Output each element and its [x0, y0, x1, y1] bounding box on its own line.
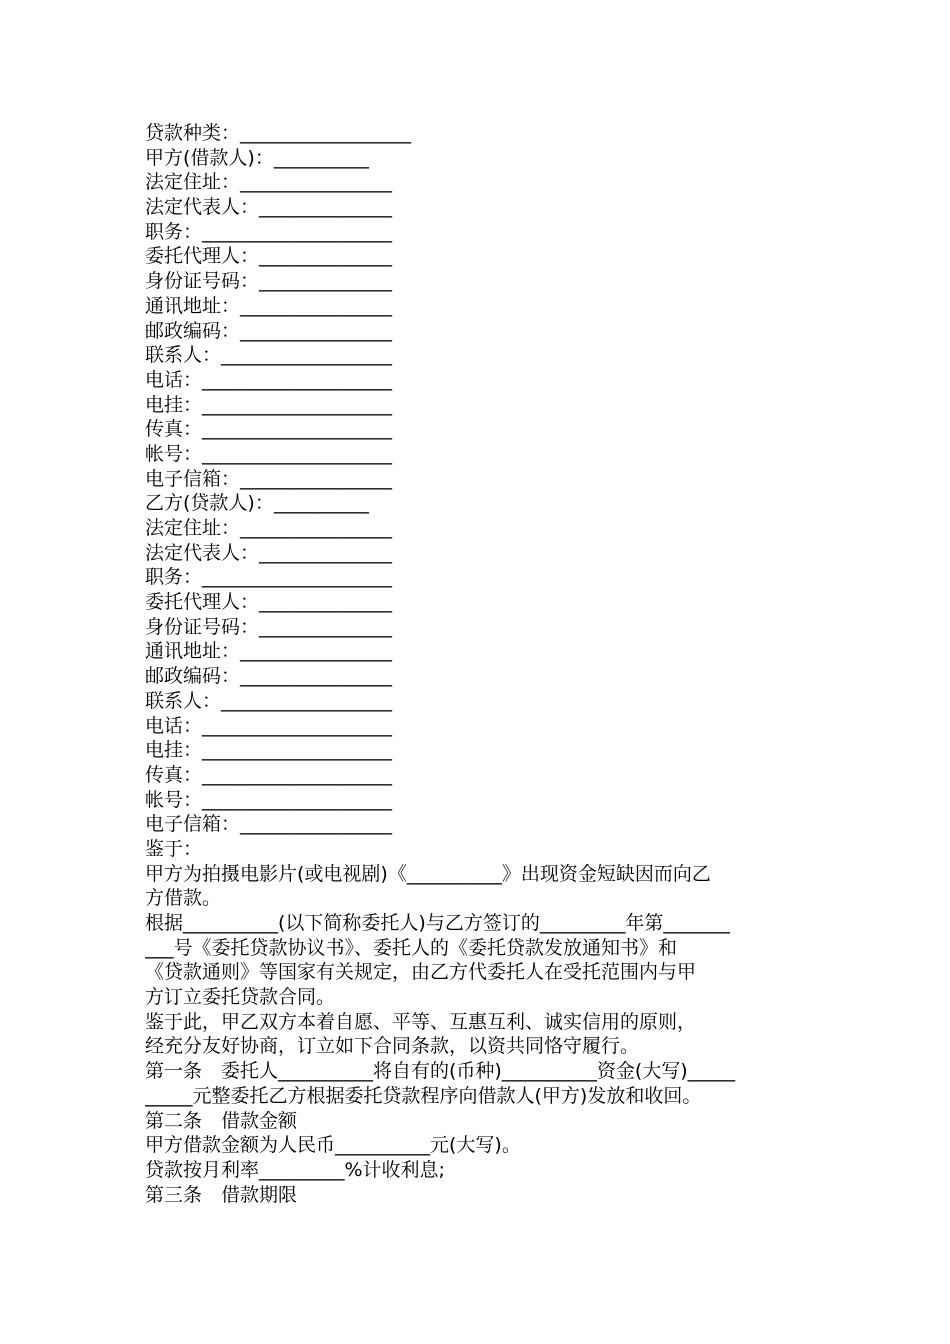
text-line: 第一条 委托人__________将自有的(币种)__________资金(大写)_____	[145, 1060, 736, 1083]
text-line: 通讯地址：________________	[145, 640, 393, 663]
text-line: 鉴于此，甲乙双方本着自愿、平等、互惠互利、诚实信用的原则，	[145, 1010, 697, 1033]
text-line: 通讯地址：________________	[145, 294, 393, 317]
text-line: 职务：____________________	[145, 220, 393, 243]
text-line: 法定住址：________________	[145, 171, 393, 194]
text-line: 第三条 借款期限	[145, 1183, 298, 1206]
text-line: 第二条 借款金额	[145, 1109, 298, 1132]
text-line: _____元整委托乙方根据委托贷款程序向借款人(甲方)发放和收回。	[145, 1084, 702, 1107]
text-line: 乙方(贷款人)：__________	[145, 492, 369, 515]
text-line: 法定代表人：______________	[145, 541, 393, 564]
text-line: 委托代理人：______________	[145, 245, 393, 268]
contract-document	[145, 121, 815, 1207]
text-line: 电挂：____________________	[145, 739, 393, 762]
text-line: 联系人：__________________	[145, 344, 393, 367]
text-line: 根据__________(以下简称委托人)与乙方签订的_________年第_______	[145, 912, 730, 934]
text-line: 身份证号码：______________	[145, 270, 393, 293]
text-line: 法定代表人：______________	[145, 196, 393, 219]
text-line: 法定住址：________________	[145, 517, 393, 539]
text-line: 甲方为拍摄电影片(或电视剧)《__________》出现资金短缺因而向乙	[145, 862, 711, 885]
text-line: 贷款种类：__________________	[145, 122, 412, 144]
text-line: 甲方借款金额为人民币__________元(大写)。	[145, 1134, 521, 1157]
text-line: 电话：____________________	[145, 714, 393, 737]
text-line: 帐号：____________________	[145, 788, 393, 811]
text-line: 帐号：____________________	[145, 442, 393, 465]
text-line: 委托代理人：______________	[145, 591, 393, 614]
text-line: 传真：____________________	[145, 418, 393, 441]
text-line: 鉴于：	[145, 837, 203, 860]
text-line: 联系人：__________________	[145, 689, 393, 712]
text-line: 贷款按月利率_________%计收利息;	[145, 1158, 445, 1181]
text-line: ___号《委托贷款协议书》、委托人的《委托贷款发放通知书》和	[145, 936, 678, 959]
text-line: 电子信箱：________________	[145, 467, 393, 490]
text-line: 邮政编码：________________	[145, 319, 393, 342]
text-line: 甲方(借款人)：__________	[145, 146, 369, 169]
text-line: 身份证号码：______________	[145, 615, 393, 638]
text-line: 职务：____________________	[145, 566, 393, 589]
text-line: 经充分友好协商，订立如下合同条款，以资共同恪守履行。	[145, 1035, 640, 1058]
text-line: 方订立委托贷款合同。	[145, 986, 336, 1009]
text-line: 传真：____________________	[145, 763, 393, 786]
text-line: 《贷款通则》等国家有关规定，由乙方代委托人在受托范围内与甲	[145, 961, 697, 984]
text-line: 邮政编码：________________	[145, 665, 393, 688]
text-line: 电挂：____________________	[145, 393, 393, 416]
text-line: 电子信箱：________________	[145, 813, 393, 836]
text-line: 方借款。	[145, 887, 222, 910]
text-line: 电话：____________________	[145, 368, 393, 391]
